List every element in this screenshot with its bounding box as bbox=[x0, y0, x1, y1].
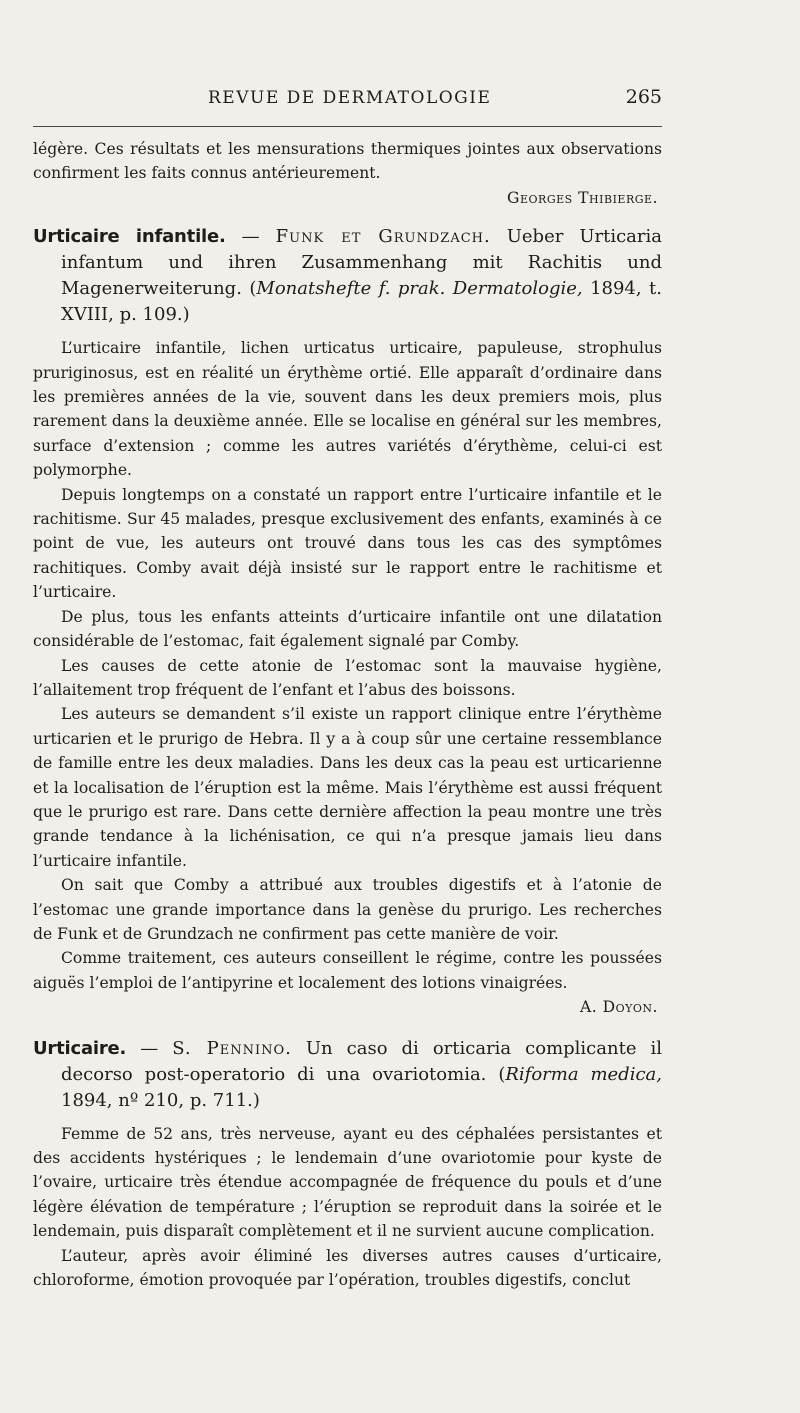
intro-paragraph: légère. Ces résultats et les mensurations thermiques jointes aux observations confirment les faits connus antérieurement. bbox=[33, 140, 662, 183]
entry1-paragraph: Les auteurs se demandent s’il existe un rapport clinique entre l’érythème urticarien et le prurigo de Hebra. Il y a à coup sûr une certaine ressemblance de famille entre les deux maladies. Dans les deux cas la peau est urticarienne et la localisation de l’éruption est la même. Mais l’érythème est aussi fréquent que le prurigo est rare. Dans cette dernière affection la peau montre une très grande tendance à la lichénisation, ce qui n’a presque jamais lieu dans l’urticaire infantile. bbox=[33, 705, 662, 870]
running-title: REVUE DE DERMATOLOGIE bbox=[208, 88, 492, 108]
entry2-topic: Urticaire. bbox=[33, 1037, 127, 1059]
entry1-paragraph: De plus, tous les enfants atteints d’urticaire infantile ont une dilatation considérable de l’estomac, fait également signalé par Comby. bbox=[33, 607, 662, 651]
intro-signature: Georges Thibierge. bbox=[507, 188, 658, 207]
entry1-signature: A. Doyon. bbox=[579, 998, 658, 1017]
page-number: 265 bbox=[625, 86, 662, 108]
entry2-heading bbox=[33, 1036, 662, 1114]
entry1-title: Ueber Urticaria infantum und ihren Zusammenhang mit Rachitis und Magenerweiterung. ( bbox=[61, 226, 662, 300]
entry1-ref: 1894, t. XVIII, p. 109.) bbox=[61, 278, 662, 326]
entry1-dash: — bbox=[225, 226, 276, 248]
entry2-dash: — bbox=[126, 1037, 173, 1059]
entry2-paragraph: L’auteur, après avoir éliminé les diverses autres causes d’urticaire, chloroforme, émotion provoquée par l’opération, troubles digestifs, conclut bbox=[33, 1246, 662, 1290]
running-header bbox=[33, 86, 662, 116]
entry1-paragraph: Les causes de cette atonie de l’estomac sont la mauvaise hygiène, l’allaitement trop fréquent de l’enfant et l’abus des boissons. bbox=[33, 656, 662, 699]
header-rule bbox=[33, 126, 662, 127]
entry2-paragraph: Femme de 52 ans, très nerveuse, ayant eu des céphalées persistantes et des accidents hystériques ; le lendemain d’une ovariotomie pour kyste de l’ovaire, urticaire très étendue accompagnée de fréquence du pouls et d’une légère élévation de température ; l’éruption se reproduit dans la soirée et le lendemain, puis disparaît complètement et il ne survient aucune complication. bbox=[33, 1124, 662, 1241]
entry2-journal: Riforma medica, bbox=[505, 1063, 662, 1085]
entry1-paragraph: Comme traitement, ces auteurs conseillent le régime, contre les poussées aiguës l’emploi de l’antipyrine et localement des lotions vinaigrées. bbox=[33, 949, 662, 992]
entry1-authors: Funk et Grundzach. bbox=[275, 226, 491, 248]
entry1-paragraph: Depuis longtemps on a constaté un rapport entre l’urticaire infantile et le rachitisme. Sur 45 malades, presque exclusivement des enfants, examinés à ce point de vue, les auteurs ont trouvé dans tous les cas des symptômes rachitiques. Comby avait déjà insisté sur le rapport entre le rachitisme et l’urticaire. bbox=[33, 485, 662, 602]
entry1-journal: Monatshefte f. prak. Dermatologie, bbox=[256, 278, 583, 300]
entry2-authors: S. Pennino. bbox=[172, 1037, 292, 1059]
entry2-title: Un caso di orticaria complicante il decorso post-operatorio di una ovariotomia. ( bbox=[61, 1037, 662, 1085]
entry1-heading bbox=[33, 224, 662, 328]
entry2-ref: 1894, nº 210, p. 711.) bbox=[61, 1089, 260, 1111]
entry1-body bbox=[33, 336, 662, 1019]
entry1-paragraph: On sait que Comby a attribué aux troubles digestifs et à l’atonie de l’estomac une grande importance dans la genèse du prurigo. Les recherches de Funk et de Grundzach ne confirment pas cette manière de voir. bbox=[33, 876, 662, 943]
entry1-paragraph: L’urticaire infantile, lichen urticatus urticaire, papuleuse, strophulus pruriginosus, est en réalité un érythème ortié. Elle apparaît d’ordinaire dans les premières années de la vie, souvent dans les deux premiers mois, plus rarement dans la deuxième année. Elle se localise en général sur les membres, surface d’extension ; comme les autres variétés d’érythème, celui-ci est polymorphe. bbox=[33, 339, 662, 480]
entry2-body bbox=[33, 1122, 662, 1293]
entry1-topic: Urticaire infantile. bbox=[33, 226, 226, 248]
